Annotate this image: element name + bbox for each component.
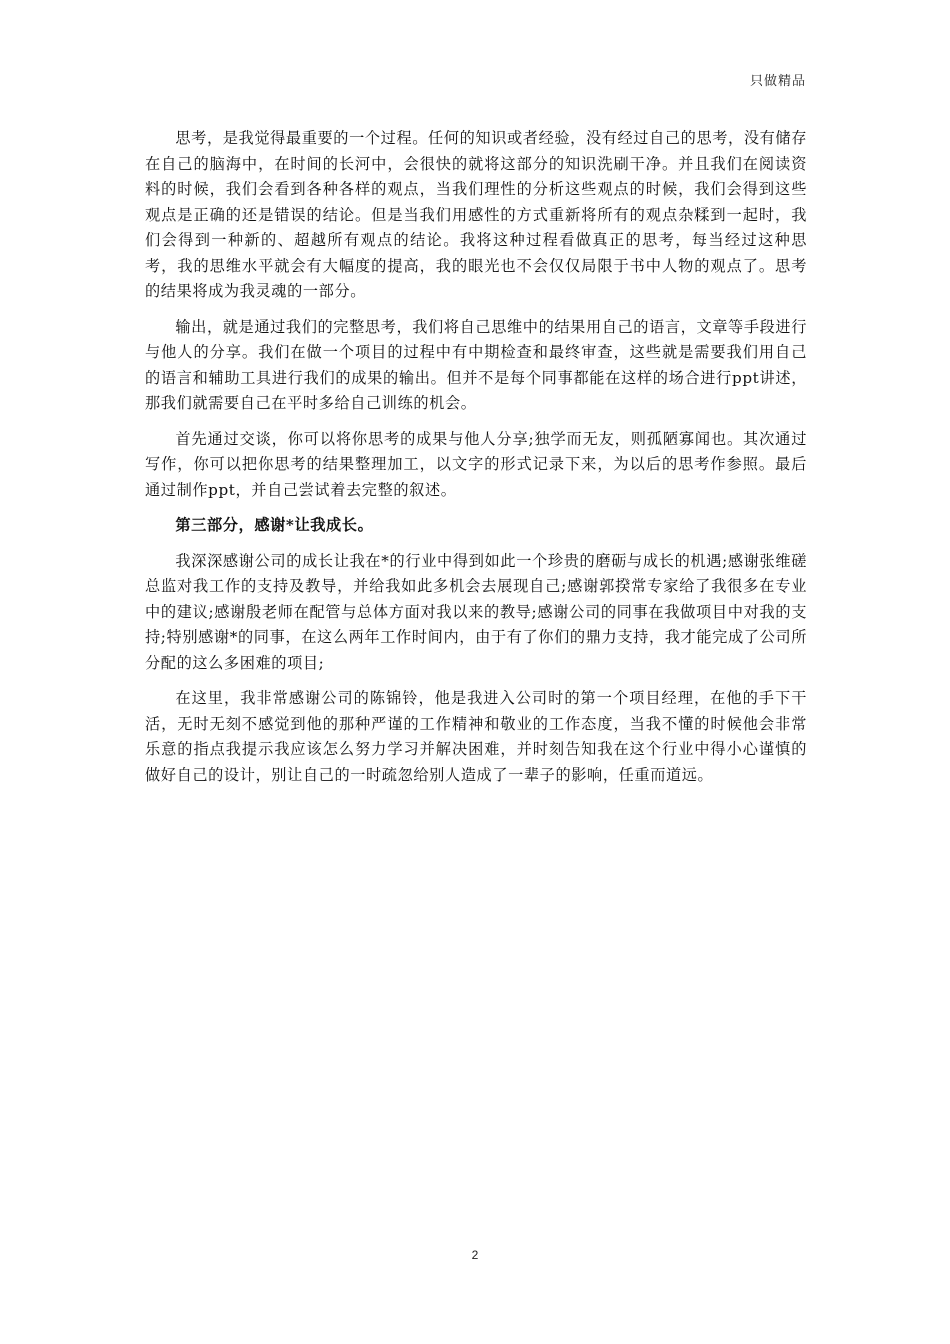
paragraph-thinking: 思考，是我觉得最重要的一个过程。任何的知识或者经验，没有经过自己的思考，没有储存在自己的脑海中，在时间的长河中，会很快的就将这部分的知识洗刷干净。并且我们在阅读资料的时候，我们会看到各种各样的观点，当我们理性的分析这些观点的时候，我们会得到这些观点是正确的还是错误的结论。但是当我们用感性的方式重新将所有的观点杂糅到一起时，我们会得到一种新的、超越所有观点的结论。我将这种过程看做真正的思考，每当经过这种思考，我的思维水平就会有大幅度的提高，我的眼光也不会仅仅局限于书中人物的观点了。思考的结果将成为我灵魂的一部分。 bbox=[145, 129, 807, 300]
page-number: 2 bbox=[471, 1248, 479, 1262]
document-body bbox=[145, 126, 807, 798]
section-heading: 第三部分，感谢*让我成长。 bbox=[175, 516, 374, 534]
header-label: 只做精品 bbox=[749, 74, 806, 89]
paragraph-methods: 首先通过交谈，你可以将你思考的成果与他人分享;独学而无友，则孤陋寡闻也。其次通过写作，你可以把你思考的结果整理加工，以文字的形式记录下来，为以后的思考作参照。最后通过制作ppt，并自己尝试着去完整的叙述。 bbox=[145, 429, 807, 499]
paragraph-thanks: 我深深感谢公司的成长让我在*的行业中得到如此一个珍贵的磨砺与成长的机遇;感谢张维磋总监对我工作的支持及教导，并给我如此多机会去展现自己;感谢郭揆常专家给了我很多在专业中的建议;感谢殷老师在配管与总体方面对我以来的教导;感谢公司的同事在我做项目中对我的支持;特别感谢*的同事，在这么两年工作时间内，由于有了你们的鼎力支持，我才能完成了公司所分配的这么多困难的项目; bbox=[145, 551, 807, 672]
paragraph-mentor: 在这里，我非常感谢公司的陈锦铃，他是我进入公司时的第一个项目经理，在他的手下干活，无时无刻不感觉到他的那种严谨的工作精神和敬业的工作态度，当我不懂的时候他会非常乐意的指点我提示我应该怎么努力学习并解决困难，并时刻告知我在这个行业中得小心谨慎的做好自己的设计，别让自己的一时疏忽给别人造成了一辈子的影响，任重而道远。 bbox=[145, 689, 807, 784]
paragraph-output: 输出，就是通过我们的完整思考，我们将自己思维中的结果用自己的语言，文章等手段进行与他人的分享。我们在做一个项目的过程中有中期检查和最终审查，这些就是需要我们用自己的语言和辅助工具进行我们的成果的输出。但并不是每个同事都能在这样的场合进行ppt讲述，那我们就需要自己在平时多给自己训练的机会。 bbox=[145, 317, 807, 412]
